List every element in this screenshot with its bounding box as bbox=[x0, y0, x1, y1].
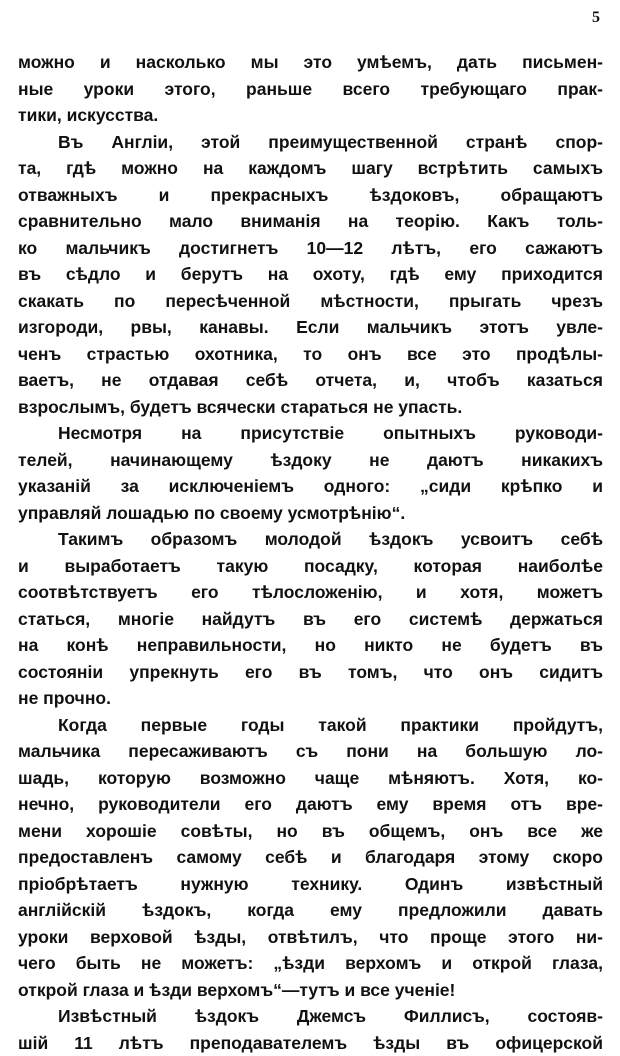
text-line: соотвѣтствуетъ его тѣлосложенію, и хотя, можетъ bbox=[18, 579, 603, 606]
text-line: указаній за исключеніемъ одного: „сиди крѣпко и bbox=[18, 473, 603, 500]
text-line: не прочно. bbox=[18, 685, 603, 712]
text-line: мальчика пересаживаютъ съ пони на большую ло- bbox=[18, 738, 603, 765]
text-line: Когда первые годы такой практики пройдутъ, bbox=[18, 712, 603, 739]
text-line: предоставленъ самому себѣ и благодаря этому скоро bbox=[18, 844, 603, 871]
text-line: ваетъ, не отдавая себѣ отчета, и, чтобъ казаться bbox=[18, 367, 603, 394]
text-line: управляй лошадью по своему усмотрѣнію“. bbox=[18, 500, 603, 527]
text-line: отважныхъ и прекрасныхъ ѣздоковъ, обращаютъ bbox=[18, 182, 603, 209]
text-line: Извѣстный ѣздокъ Джемсъ Филлисъ, состояв- bbox=[18, 1003, 603, 1030]
text-line: изгороди, рвы, канавы. Если мальчикъ этотъ увле- bbox=[18, 314, 603, 341]
text-line: уроки верховой ѣзды, отвѣтилъ, что проще этого ни- bbox=[18, 924, 603, 951]
text-line: нечно, руководители его даютъ ему время отъ вре- bbox=[18, 791, 603, 818]
text-line: та, гдѣ можно на каждомъ шагу встрѣтить самыхъ bbox=[18, 155, 603, 182]
text-line: ченъ страстью охотника, то онъ все это продѣлы- bbox=[18, 341, 603, 368]
text-line: и выработаетъ такую посадку, которая наиболѣе bbox=[18, 553, 603, 580]
text-line: сравнительно мало вниманія на теорію. Какъ толь- bbox=[18, 208, 603, 235]
text-line: открой глаза и ѣзди верхомъ“—тутъ и все ученіе! bbox=[18, 977, 603, 1004]
text-line: Такимъ образомъ молодой ѣздокъ усвоитъ себѣ bbox=[18, 526, 603, 553]
body-text bbox=[18, 49, 603, 1056]
text-line: пріобрѣтаетъ нужную технику. Одинъ извѣстный bbox=[18, 871, 603, 898]
text-line: скакать по пересѣченной мѣстности, прыгать чрезъ bbox=[18, 288, 603, 315]
text-line: можно и насколько мы это умѣемъ, дать письмен- bbox=[18, 49, 603, 76]
text-line: статься, многіе найдутъ въ его системѣ держаться bbox=[18, 606, 603, 633]
text-line: ко мальчикъ достигнетъ 10—12 лѣтъ, его сажаютъ bbox=[18, 235, 603, 262]
text-line: шадь, которую возможно чаще мѣняютъ. Хотя, ко- bbox=[18, 765, 603, 792]
text-line: тики, искусства. bbox=[18, 102, 603, 129]
text-line: взрослымъ, будетъ всячески стараться не упасть. bbox=[18, 394, 603, 421]
text-line: англійскій ѣздокъ, когда ему предложили давать bbox=[18, 897, 603, 924]
text-line: Въ Англіи, этой преимущественной странѣ спор- bbox=[18, 129, 603, 156]
text-line: состояніи упрекнуть его въ томъ, что онъ сидитъ bbox=[18, 659, 603, 686]
text-line: на конѣ неправильности, но никто не будетъ въ bbox=[18, 632, 603, 659]
text-line: шій 11 лѣтъ преподавателемъ ѣзды въ офицерской bbox=[18, 1030, 603, 1056]
text-line: Несмотря на присутствіе опытныхъ руководи- bbox=[18, 420, 603, 447]
text-line: телей, начинающему ѣздоку не даютъ никакихъ bbox=[18, 447, 603, 474]
text-line: ные уроки этого, раньше всего требующаго прак- bbox=[18, 76, 603, 103]
text-line: въ сѣдло и берутъ на охоту, гдѣ ему приходится bbox=[18, 261, 603, 288]
text-line: чего быть не можетъ: „ѣзди верхомъ и открой глаза, bbox=[18, 950, 603, 977]
page-number: 5 bbox=[592, 8, 600, 28]
text-line: мени хорошіе совѣты, но въ общемъ, онъ все же bbox=[18, 818, 603, 845]
